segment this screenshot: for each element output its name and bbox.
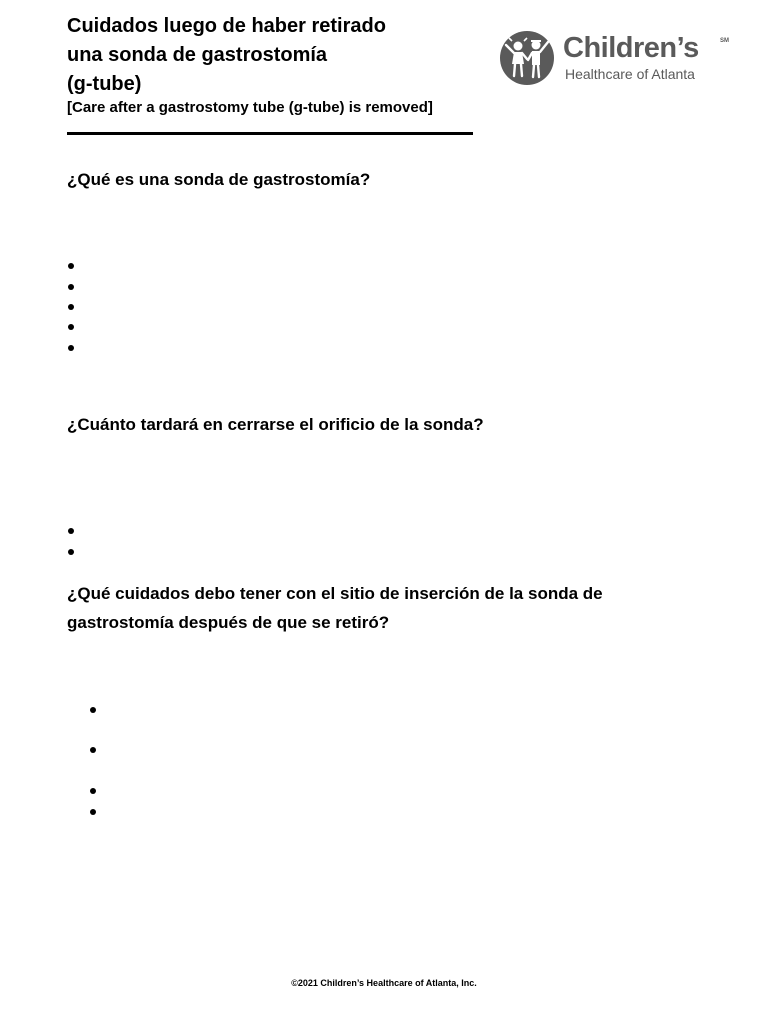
english-subtitle: [Care after a gastrostomy tube (g-tube) is removed] xyxy=(67,99,433,116)
bullet-point xyxy=(68,549,74,555)
section-heading-what-is-gtube: ¿Qué es una sonda de gastrostomía? xyxy=(67,170,371,189)
bullet-point xyxy=(90,707,96,713)
bullet-point xyxy=(68,304,74,310)
copyright-footer: ©2021 Children’s Healthcare of Atlanta, Inc. xyxy=(291,978,477,988)
title-line: Cuidados luego de haber retirado xyxy=(67,15,386,37)
title-line: una sonda de gastrostomía xyxy=(67,44,328,66)
children-figures-icon xyxy=(500,29,556,87)
bullet-point xyxy=(68,528,74,534)
bullet-point xyxy=(68,345,74,351)
service-mark: SM xyxy=(720,38,729,44)
document-title xyxy=(67,12,487,99)
logo-tagline: Healthcare of Atlanta xyxy=(565,66,695,82)
bullet-point xyxy=(68,263,74,269)
bullet-point xyxy=(90,809,96,815)
bullet-point xyxy=(68,324,74,330)
bullet-point xyxy=(68,284,74,290)
title-divider xyxy=(67,132,473,135)
bullet-point xyxy=(90,788,96,794)
logo-wordmark: Children’s xyxy=(563,32,699,64)
childrens-healthcare-logo xyxy=(500,29,730,87)
bullet-point xyxy=(90,747,96,753)
section-heading-site-care: ¿Qué cuidados debo tener con el sitio de inserción de la sonda de gastrostomía después de que se retiró? xyxy=(67,584,603,632)
section-heading-healing-time: ¿Cuánto tardará en cerrarse el orificio de la sonda? xyxy=(67,415,484,434)
title-line: (g-tube) xyxy=(67,73,142,95)
